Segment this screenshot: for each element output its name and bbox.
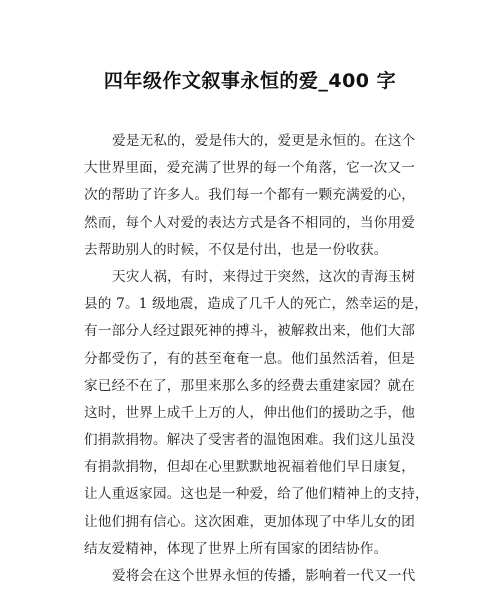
body-text-line: 次的帮助了许多人。我们每一个都有一颗充满爱的心， xyxy=(84,187,416,204)
body-text-line: 大世界里面，爱充满了世界的每一个角落，它一次又一 xyxy=(84,160,416,177)
body-text-line: 爱将会在这个世界永恒的传播，影响着一代又一代 xyxy=(112,568,416,584)
body-text-line: 然而，每个人对爱的表达方式是各不相同的，当你用爱 xyxy=(84,214,416,231)
body-text-line: 结友爱精神，体现了世界上所有国家的团结协作。 xyxy=(84,540,388,557)
body-text-line: 有一部分人经过跟死神的搏斗，被解救出来，他们大部 xyxy=(84,323,416,340)
body-text-line: 分都受伤了，有的甚至奄奄一息。他们虽然活着，但是 xyxy=(84,350,416,367)
body-text-line: 家已经不在了，那里来那么多的经费去重建家园？就在 xyxy=(84,377,416,394)
body-text-line: 这时，世界上成千上万的人，伸出他们的援助之手，他 xyxy=(84,404,416,421)
document-body xyxy=(84,128,429,590)
body-text-line: 让人重返家园。这也是一种爱，给了他们精神上的支持， xyxy=(84,486,429,503)
body-text-line: 去帮助别人的时候，不仅是付出，也是一份收获。 xyxy=(84,241,388,258)
body-text-line: 让他们拥有信心。这次困难，更加体现了中华儿女的团 xyxy=(84,513,416,530)
body-text-line: 们捐款捐物。解决了受害者的温饱困难。我们这儿虽没 xyxy=(84,432,416,449)
body-text-line: 县的 7。1 级地震，造成了几千人的死亡，然幸运的是， xyxy=(84,296,428,313)
body-text-line: 爱是无私的，爱是伟大的，爱更是永恒的。在这个 xyxy=(112,133,416,149)
document-title: 四年级作文叙事永恒的爱_400 字 xyxy=(103,70,397,92)
body-text-line: 有捐款捐物，但却在心里默默地祝福着他们早日康复， xyxy=(84,459,416,476)
body-text-line: 天灾人祸，有时，来得过于突然，这次的青海玉树 xyxy=(112,268,416,285)
